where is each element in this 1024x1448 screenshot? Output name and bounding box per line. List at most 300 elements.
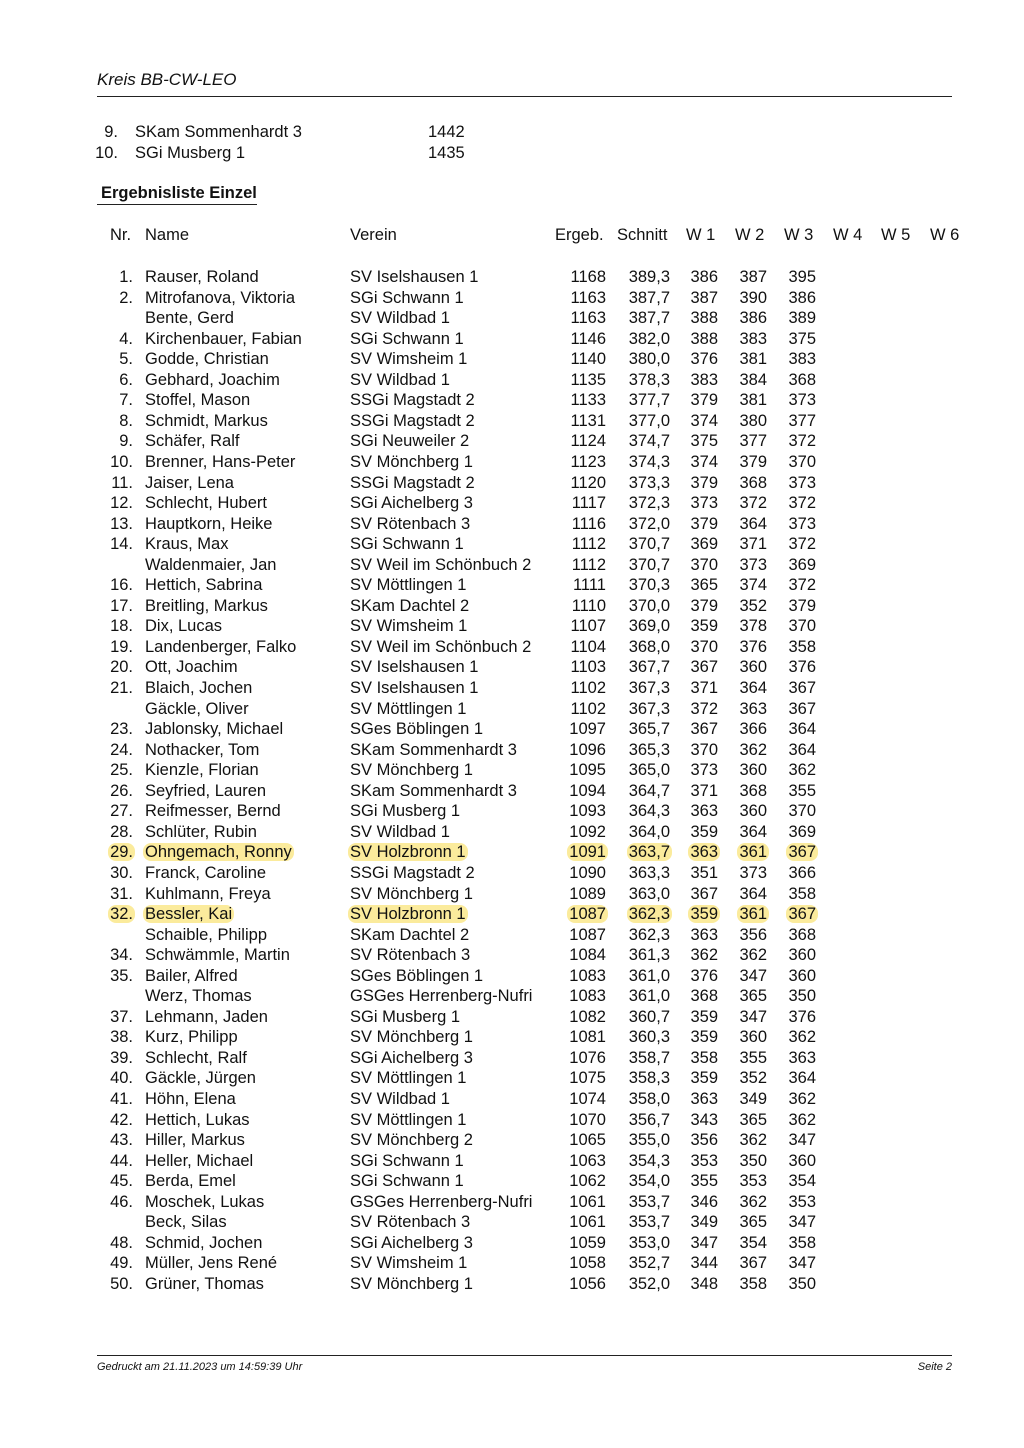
cell-ergeb <box>552 1027 606 1047</box>
cell-w2-text: 383 <box>739 329 767 348</box>
cell-schnitt-text: 365,0 <box>628 761 670 780</box>
cell-name-text: Kienzle, Florian <box>145 761 259 780</box>
cell-nr <box>96 801 133 821</box>
cell-nr-text: 40. <box>110 1069 133 1088</box>
cell-w1-text: 373 <box>690 761 718 780</box>
cell-w1 <box>680 390 718 410</box>
cell-ergeb-text: 1095 <box>569 761 606 780</box>
cell-w2-text: 360 <box>739 658 767 677</box>
cell-name-text: Waldenmaier, Jan <box>145 555 277 574</box>
cell-schnitt-text: 356,7 <box>628 1110 670 1129</box>
table-row <box>0 760 1024 781</box>
cell-w3 <box>777 452 816 472</box>
cell-schnitt <box>614 1192 670 1212</box>
cell-nr-text: 49. <box>110 1254 133 1273</box>
cell-name <box>145 288 295 308</box>
cell-schnitt <box>614 473 670 493</box>
cell-nr <box>96 1171 133 1191</box>
cell-w2 <box>728 842 767 862</box>
cell-w3 <box>777 904 816 924</box>
col-name: Name <box>145 226 190 244</box>
cell-w2 <box>728 431 767 451</box>
cell-name-text: Höhn, Elena <box>145 1090 236 1108</box>
table-row <box>0 329 1024 350</box>
cell-w2-text: 365 <box>739 1213 767 1232</box>
cell-ergeb-text: 1090 <box>569 863 606 882</box>
cell-schnitt-text: 354,0 <box>628 1172 670 1191</box>
cell-ergeb <box>552 1089 606 1109</box>
cell-name <box>145 1151 253 1171</box>
cell-nr-text: 46. <box>110 1192 133 1211</box>
cell-w1-text: 388 <box>690 309 718 328</box>
cell-w1 <box>680 514 718 534</box>
cell-nr <box>96 616 133 636</box>
cell-verein-text: SV Weil im Schönbuch 2 <box>350 637 532 656</box>
cell-ergeb <box>552 1130 606 1150</box>
cell-nr <box>96 596 133 616</box>
cell-name <box>145 514 272 534</box>
cell-verein <box>350 966 483 986</box>
cell-name-text: Gebhard, Joachim <box>145 370 280 389</box>
cell-w1-text: 367 <box>690 720 718 739</box>
cell-w1 <box>680 1089 718 1109</box>
cell-nr <box>96 267 133 287</box>
cell-w1 <box>680 575 718 595</box>
cell-verein <box>350 308 450 328</box>
cell-w3-text: 389 <box>788 309 816 328</box>
cell-w2 <box>728 719 767 739</box>
cell-schnitt-text: 374,7 <box>628 432 670 451</box>
cell-w2-text: 361 <box>739 905 767 924</box>
cell-ergeb <box>552 534 606 554</box>
cell-name <box>145 308 234 328</box>
cell-schnitt <box>614 390 670 410</box>
cell-w3-text: 379 <box>788 596 816 615</box>
cell-verein-text: SV Wildbad 1 <box>350 309 450 328</box>
cell-schnitt <box>614 801 670 821</box>
cell-nr <box>96 473 133 493</box>
cell-name <box>145 822 257 842</box>
cell-w2-text: 350 <box>739 1151 767 1170</box>
cell-w2 <box>728 267 767 287</box>
cell-schnitt <box>614 288 670 308</box>
cell-name-text: Gäckle, Jürgen <box>145 1069 256 1088</box>
cell-ergeb <box>552 678 606 698</box>
cell-name <box>145 596 268 616</box>
cell-nr-text: 1. <box>119 268 133 286</box>
cell-schnitt-text: 361,0 <box>628 966 670 985</box>
cell-verein <box>350 473 475 493</box>
table-row <box>0 452 1024 473</box>
cell-ergeb-text: 1070 <box>569 1110 606 1129</box>
cell-nr <box>96 1027 133 1047</box>
table-row <box>0 1171 1024 1192</box>
cell-schnitt-text: 361,3 <box>628 946 670 965</box>
cell-nr <box>96 657 133 677</box>
table-row <box>0 411 1024 432</box>
cell-w1 <box>680 1233 718 1253</box>
cell-schnitt <box>614 822 670 842</box>
cell-w3-text: 358 <box>788 884 816 903</box>
cell-schnitt-text: 368,0 <box>628 637 670 656</box>
cell-verein-text: SGi Aichelberg 3 <box>350 494 473 513</box>
col-w5: W 5 <box>881 226 911 244</box>
cell-verein <box>350 1048 473 1068</box>
cell-name <box>145 1027 238 1047</box>
cell-w3-text: 360 <box>788 1151 816 1170</box>
cell-w1 <box>680 637 718 657</box>
cell-schnitt <box>614 534 670 554</box>
col-nr: Nr. <box>110 226 132 244</box>
cell-w3-text: 369 <box>788 822 816 841</box>
cell-nr-text: 31. <box>110 884 133 903</box>
cell-nr <box>96 678 133 698</box>
cell-schnitt <box>614 986 670 1006</box>
cell-verein-text: SGi Aichelberg 3 <box>350 1233 473 1252</box>
cell-ergeb <box>552 288 606 308</box>
cell-name <box>145 555 276 575</box>
cell-w2-text: 373 <box>739 555 767 574</box>
cell-nr-text: 9. <box>119 432 133 451</box>
cell-nr-text: 4. <box>119 329 133 348</box>
cell-nr <box>96 349 133 369</box>
cell-w2 <box>728 616 767 636</box>
cell-schnitt-text: 367,7 <box>628 658 670 677</box>
cell-ergeb <box>552 1233 606 1253</box>
cell-verein <box>350 329 464 349</box>
cell-w3 <box>777 329 816 349</box>
cell-schnitt <box>614 678 670 698</box>
cell-schnitt <box>614 1171 670 1191</box>
cell-ergeb-text: 1096 <box>569 740 606 759</box>
cell-w1 <box>680 1027 718 1047</box>
cell-w2-text: 362 <box>739 1131 767 1150</box>
cell-verein-text: SV Rötenbach 3 <box>350 946 471 965</box>
cell-w2-text: 352 <box>739 1069 767 1088</box>
cell-nr-text: 32. <box>110 905 133 924</box>
cell-name <box>145 1233 262 1253</box>
cell-name-text: Jaiser, Lena <box>145 473 234 492</box>
cell-w3-text: 370 <box>788 452 816 471</box>
cell-verein <box>350 390 475 410</box>
table-row <box>0 1212 1024 1233</box>
cell-ergeb <box>552 370 606 390</box>
cell-verein-text: SV Iselshausen 1 <box>350 658 479 677</box>
cell-verein <box>350 514 470 534</box>
cell-nr <box>96 1274 133 1294</box>
cell-name <box>145 925 267 945</box>
cell-ergeb <box>552 596 606 616</box>
cell-nr-text: 35. <box>110 966 133 985</box>
cell-name <box>145 801 281 821</box>
cell-ergeb-text: 1111 <box>572 576 606 595</box>
cell-nr-text: 28. <box>110 822 133 841</box>
cell-name-text: Hettich, Lukas <box>145 1110 250 1129</box>
cell-w3-text: 367 <box>788 843 816 862</box>
cell-verein-text: SGi Musberg 1 <box>350 1007 461 1026</box>
cell-w1-text: 383 <box>690 370 718 389</box>
cell-schnitt <box>614 329 670 349</box>
cell-ergeb-text: 1102 <box>570 699 606 718</box>
cell-w3-text: 362 <box>788 1090 816 1108</box>
cell-verein <box>350 781 517 801</box>
cell-verein <box>350 822 450 842</box>
cell-w3 <box>777 575 816 595</box>
cell-schnitt <box>614 945 670 965</box>
cell-w1 <box>680 1048 718 1068</box>
cell-verein-text: SGi Musberg 1 <box>350 802 461 821</box>
table-row <box>0 575 1024 596</box>
cell-nr-text: 37. <box>110 1007 133 1026</box>
cell-verein-text: SV Weil im Schönbuch 2 <box>350 555 532 574</box>
cell-name-text: Kurz, Philipp <box>145 1028 238 1047</box>
table-row <box>0 390 1024 411</box>
cell-w1-text: 347 <box>690 1233 718 1252</box>
cell-name-text: Lehmann, Jaden <box>145 1007 268 1026</box>
cell-ergeb-text: 1097 <box>569 720 606 739</box>
cell-schnitt-text: 362,3 <box>628 925 670 944</box>
cell-name <box>145 1048 247 1068</box>
cell-w3 <box>777 781 816 801</box>
cell-verein-text: SV Mönchberg 1 <box>350 761 473 780</box>
col-w1: W 1 <box>686 226 716 244</box>
cell-schnitt-text: 360,3 <box>628 1028 670 1047</box>
cell-w2-text: 352 <box>739 596 767 615</box>
cell-w2-text: 374 <box>739 576 767 595</box>
cell-schnitt <box>614 596 670 616</box>
cell-schnitt-text: 358,7 <box>628 1048 670 1067</box>
cell-w3 <box>777 801 816 821</box>
cell-schnitt <box>614 884 670 904</box>
cell-w3 <box>777 1171 816 1191</box>
cell-w2 <box>728 1048 767 1068</box>
cell-ergeb <box>552 329 606 349</box>
cell-ergeb-text: 1074 <box>569 1090 606 1108</box>
cell-w2-text: 387 <box>739 268 767 286</box>
cell-schnitt <box>614 493 670 513</box>
cell-w2-text: 361 <box>739 843 767 862</box>
cell-w3-text: 373 <box>788 514 816 533</box>
cell-ergeb-text: 1092 <box>569 822 606 841</box>
cell-name-text: Kraus, Max <box>145 535 229 554</box>
cell-verein <box>350 842 466 862</box>
cell-w3-text: 358 <box>788 637 816 656</box>
cell-w3-text: 377 <box>788 411 816 430</box>
cell-ergeb-text: 1112 <box>571 535 606 554</box>
cell-ergeb-text: 1065 <box>569 1131 606 1150</box>
cell-name-text: Ott, Joachim <box>145 658 238 677</box>
cell-name <box>145 1130 245 1150</box>
cell-verein <box>350 370 450 390</box>
cell-w3 <box>777 678 816 698</box>
table-row <box>0 740 1024 761</box>
cell-w2-text: 365 <box>739 1110 767 1129</box>
cell-w1-text: 371 <box>690 679 718 697</box>
cell-nr-text: 39. <box>110 1048 133 1067</box>
cell-w1-text: 388 <box>690 329 718 348</box>
cell-ergeb <box>552 863 606 883</box>
cell-nr <box>96 390 133 410</box>
cell-nr <box>96 1068 133 1088</box>
cell-w1 <box>680 534 718 554</box>
cell-w2 <box>728 1171 767 1191</box>
cell-schnitt <box>614 1089 670 1109</box>
cell-name-text: Gäckle, Oliver <box>145 699 249 718</box>
cell-w1 <box>680 349 718 369</box>
cell-name <box>145 842 292 862</box>
cell-w3 <box>777 760 816 780</box>
cell-w1-text: 343 <box>690 1110 718 1129</box>
cell-w3-text: 370 <box>788 802 816 821</box>
cell-w1-text: 359 <box>690 1028 718 1047</box>
cell-w2-text: 349 <box>739 1090 767 1108</box>
cell-ergeb <box>552 760 606 780</box>
cell-w3-text: 354 <box>788 1172 816 1191</box>
cell-w1-text: 371 <box>690 781 718 800</box>
cell-verein <box>350 760 473 780</box>
cell-ergeb <box>552 1253 606 1273</box>
cell-name-text: Schlecht, Ralf <box>145 1048 247 1067</box>
cell-w1 <box>680 966 718 986</box>
cell-nr <box>96 370 133 390</box>
cell-verein-text: SGi Aichelberg 3 <box>350 1048 473 1067</box>
table-row <box>0 473 1024 494</box>
cell-verein-text: GSGes Herrenberg-Nufri <box>350 987 533 1006</box>
cell-w2-text: 364 <box>739 679 767 697</box>
cell-verein <box>350 740 517 760</box>
cell-name <box>145 699 249 719</box>
cell-w3-text: 347 <box>788 1254 816 1273</box>
cell-nr-text: 11. <box>111 473 133 492</box>
cell-w1 <box>680 760 718 780</box>
cell-name-text: Reifmesser, Bernd <box>145 802 281 821</box>
cell-nr <box>96 411 133 431</box>
cell-schnitt <box>614 740 670 760</box>
cell-ergeb-text: 1131 <box>570 411 606 430</box>
cell-w1 <box>680 945 718 965</box>
cell-schnitt <box>614 1212 670 1232</box>
cell-ergeb <box>552 308 606 328</box>
cell-w1 <box>680 801 718 821</box>
cell-verein <box>350 431 469 451</box>
cell-name <box>145 349 269 369</box>
cell-ergeb-text: 1112 <box>571 555 606 574</box>
cell-nr-text: 21. <box>110 679 133 697</box>
team-rank: 9. <box>104 123 118 141</box>
cell-name <box>145 1274 264 1294</box>
cell-nr-text: 34. <box>110 946 133 965</box>
cell-w1 <box>680 370 718 390</box>
cell-ergeb <box>552 390 606 410</box>
cell-verein-text: SGi Schwann 1 <box>350 329 464 348</box>
cell-name-text: Schmid, Jochen <box>145 1233 263 1252</box>
cell-w2-text: 372 <box>739 494 767 513</box>
table-row <box>0 534 1024 555</box>
cell-verein <box>350 699 466 719</box>
cell-w1-text: 359 <box>690 1007 718 1026</box>
cell-schnitt <box>614 1110 670 1130</box>
table-row <box>0 678 1024 699</box>
cell-w2-text: 362 <box>739 1192 767 1211</box>
cell-verein-text: SV Mönchberg 1 <box>350 1028 473 1047</box>
cell-verein <box>350 986 532 1006</box>
cell-w3-text: 366 <box>788 863 816 882</box>
cell-name <box>145 575 262 595</box>
col-w2: W 2 <box>735 226 765 244</box>
cell-w1 <box>680 904 718 924</box>
cell-w1-text: 363 <box>690 843 718 862</box>
cell-w3 <box>777 288 816 308</box>
cell-name <box>145 411 268 431</box>
cell-verein-text: SV Wildbad 1 <box>350 1090 450 1108</box>
col-w6: W 6 <box>930 226 960 244</box>
cell-name-text: Hettich, Sabrina <box>145 576 263 595</box>
cell-schnitt-text: 369,0 <box>628 617 670 636</box>
cell-w3-text: 372 <box>788 576 816 595</box>
table-row <box>0 616 1024 637</box>
cell-w3 <box>777 842 816 862</box>
cell-name-text: Schlecht, Hubert <box>145 494 267 513</box>
cell-schnitt-text: 358,3 <box>628 1069 670 1088</box>
table-row <box>0 699 1024 720</box>
cell-verein-text: SV Mönchberg 1 <box>350 884 473 903</box>
cell-nr <box>96 740 133 760</box>
cell-nr-text: 19. <box>110 637 133 656</box>
cell-schnitt <box>614 863 670 883</box>
cell-name-text: Moschek, Lukas <box>145 1192 265 1211</box>
cell-ergeb-text: 1120 <box>570 473 606 492</box>
cell-ergeb <box>552 945 606 965</box>
cell-w3 <box>777 555 816 575</box>
table-row <box>0 1253 1024 1274</box>
cell-w2 <box>728 452 767 472</box>
cell-w1-text: 359 <box>690 617 718 636</box>
cell-w1-text: 379 <box>690 391 718 410</box>
cell-schnitt <box>614 925 670 945</box>
cell-w2 <box>728 678 767 698</box>
cell-w3-text: 367 <box>788 699 816 718</box>
table-row <box>0 308 1024 329</box>
cell-ergeb <box>552 1171 606 1191</box>
cell-schnitt <box>614 308 670 328</box>
cell-nr-text: 18. <box>110 617 133 636</box>
cell-w2 <box>728 966 767 986</box>
cell-nr-text: 13. <box>110 514 133 533</box>
cell-name-text: Bessler, Kai <box>145 905 233 924</box>
cell-w2 <box>728 1130 767 1150</box>
cell-w1-text: 374 <box>690 411 718 430</box>
cell-verein <box>350 1007 460 1027</box>
cell-ergeb <box>552 493 606 513</box>
cell-schnitt-text: 360,7 <box>628 1007 670 1026</box>
cell-w2-text: 347 <box>739 966 767 985</box>
cell-name-text: Brenner, Hans-Peter <box>145 452 296 471</box>
cell-ergeb <box>552 1151 606 1171</box>
cell-w1 <box>680 1171 718 1191</box>
cell-name-text: Stoffel, Mason <box>145 391 251 410</box>
cell-w1 <box>680 863 718 883</box>
cell-ergeb <box>552 1212 606 1232</box>
cell-verein <box>350 534 464 554</box>
table-row <box>0 842 1024 863</box>
cell-w3 <box>777 1048 816 1068</box>
cell-w2 <box>728 1253 767 1273</box>
cell-w3 <box>777 863 816 883</box>
cell-w2 <box>728 370 767 390</box>
col-schnitt: Schnitt <box>617 226 668 244</box>
cell-name-text: Berda, Emel <box>145 1172 236 1191</box>
cell-nr <box>96 760 133 780</box>
